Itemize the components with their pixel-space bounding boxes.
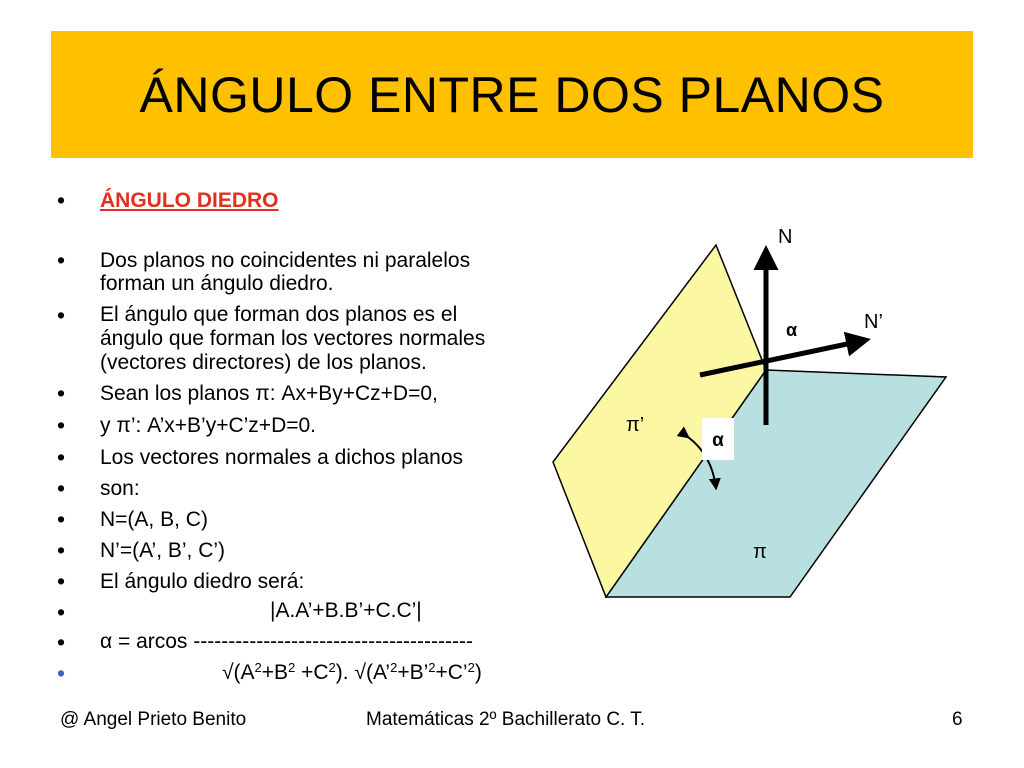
bullet-marker: • [57,187,66,213]
bullet-marker: • [57,475,66,501]
label-n: N [778,226,793,248]
bullet-marker: • [57,380,66,406]
dihedral-angle-diagram [540,210,980,610]
list-item: N=(A, B, C) [100,508,208,531]
footer-course: Matemáticas 2º Bachillerato C. T. [366,709,646,730]
formula-line: α = arcos ---------------------------------------- [100,630,473,653]
bullet-marker: • [57,537,66,563]
list-item: Dos planos no coincidentes ni paralelos [100,249,471,272]
bullet-marker: • [57,568,66,594]
formula-numerator: |A.A’+B.B’+C.C’| [270,599,422,622]
page-title: ÁNGULO ENTRE DOS PLANOS [139,66,885,123]
bullet-marker: • [57,444,66,470]
list-item: y π’: A’x+B’y+C’z+D=0. [100,414,317,437]
bullet-marker: • [57,599,66,625]
footer-author: @ Angel Prieto Benito [60,709,247,730]
bullet-marker: • [57,247,66,273]
bullet-marker: • [57,302,66,328]
section-heading: ÁNGULO DIEDRO [100,189,279,212]
title-banner [51,31,973,158]
list-item: El ángulo que forman dos planos es el [100,303,458,326]
list-item: N’=(A’, B’, C’) [100,539,226,562]
list-item: son: [100,477,140,500]
list-item: forman un ángulo diedro. [100,272,334,295]
label-n-prime: N’ [864,311,883,333]
formula-denominator: $√(A^2+B^2 +C^2)$. √(A’$^2$+B’$^2$+C’$^2$) [222,660,482,684]
bullet-marker: • [57,660,66,686]
list-item: ángulo que forman los vectores normales [100,327,486,350]
list-item: El ángulo diedro será: [100,570,305,593]
page-number: 6 [952,709,963,730]
list-item: (vectores directores) de los planos. [100,351,427,374]
bullet-marker: • [57,506,66,532]
label-alpha: α [786,320,798,340]
label-pi: π [753,541,767,563]
bullet-marker: • [57,412,66,438]
list-item: Los vectores normales a dichos planos [100,446,464,469]
bullet-marker: • [57,629,66,655]
label-pi-prime: π’ [626,414,645,436]
list-item: Sean los planos π: Ax+By+Cz+D=0, [100,382,438,405]
label-alpha-box: α [712,430,724,451]
